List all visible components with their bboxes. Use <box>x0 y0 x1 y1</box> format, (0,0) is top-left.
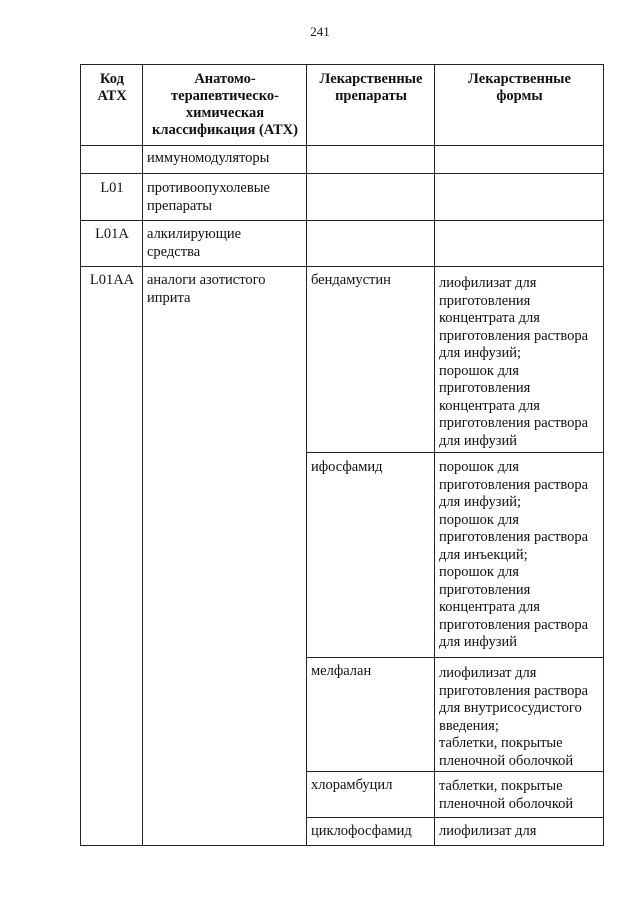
classification-line: алкилирующие <box>147 226 242 242</box>
drug-name: бендамустин <box>311 272 391 288</box>
drug-name: циклофосфамид <box>311 823 412 839</box>
classification-line: иммуномодуляторы <box>147 150 270 166</box>
cell-drug <box>307 221 435 267</box>
cell-drug <box>307 772 435 818</box>
cell-form <box>435 453 604 658</box>
header-line: терапевтическо- <box>171 88 279 104</box>
header-drugs <box>307 65 435 146</box>
table-row <box>81 221 604 267</box>
cell-code <box>81 174 143 221</box>
form-line: для инъекций; <box>439 546 528 563</box>
form-line: порошок для <box>439 459 519 475</box>
form-line: порошок для <box>439 511 519 528</box>
table-row <box>81 146 604 174</box>
form-line: концентрата для <box>439 310 540 326</box>
page-number: 241 <box>310 24 330 39</box>
cell-code <box>81 267 143 846</box>
cell-form <box>435 818 604 846</box>
cell-drug <box>307 174 435 221</box>
drug-name: ифосфамид <box>311 459 383 475</box>
form-line: приготовления раствора <box>439 327 589 344</box>
header-line: классификация (АТХ) <box>152 122 298 138</box>
classification-line: противоопухолевые <box>147 180 270 196</box>
form-line: порошок для <box>439 564 519 580</box>
table-row <box>81 174 604 221</box>
form-line: лиофилизат для <box>439 823 537 839</box>
form-line: приготовления <box>439 292 531 309</box>
form-line: для инфузий <box>439 634 517 650</box>
form-line: лиофилизат для <box>439 275 537 291</box>
cell-drug <box>307 818 435 846</box>
table-row <box>81 267 604 453</box>
header-line: Код <box>100 71 124 87</box>
cell-drug <box>307 658 435 772</box>
form-line: приготовления раствора <box>439 415 589 431</box>
atx-drug-table <box>80 64 604 846</box>
cell-form <box>435 772 604 818</box>
classification-line: препараты <box>147 197 213 214</box>
cell-drug <box>307 267 435 453</box>
cell-form <box>435 146 604 174</box>
form-line: приготовления раствора <box>439 476 589 493</box>
code-text: L01AA <box>89 272 135 288</box>
classification-line: аналоги азотистого <box>147 272 266 288</box>
form-line: пленочной оболочкой <box>439 795 574 812</box>
form-line: приготовления раствора <box>439 682 589 699</box>
cell-drug <box>307 146 435 174</box>
form-line: приготовления раствора <box>439 616 589 633</box>
cell-classification <box>143 267 307 846</box>
form-line: пленочной оболочкой <box>439 752 574 769</box>
form-line: введения; <box>439 717 499 734</box>
cell-form <box>435 221 604 267</box>
form-line: порошок для <box>439 362 519 379</box>
cell-code <box>81 146 143 174</box>
form-line: для инфузий; <box>439 345 521 361</box>
header-classification <box>143 65 307 146</box>
header-line: Анатомо- <box>194 71 256 87</box>
form-line: для внутрисосудистого <box>439 700 582 716</box>
cell-drug <box>307 453 435 658</box>
form-line: приготовления раствора <box>439 529 589 545</box>
table-header-row <box>81 65 604 146</box>
cell-form <box>435 267 604 453</box>
header-code <box>81 65 143 146</box>
form-line: таблетки, покрытые <box>439 778 563 794</box>
form-line: таблетки, покрытые <box>439 735 563 751</box>
header-line: Лекарственные <box>319 71 423 87</box>
classification-line: средства <box>147 243 201 260</box>
form-line: концентрата для <box>439 397 540 414</box>
header-line: Лекарственные <box>468 71 571 87</box>
code-text: L01A <box>95 226 129 242</box>
cell-classification <box>143 174 307 221</box>
header-line: химическая <box>185 105 265 121</box>
header-line: формы <box>496 88 543 104</box>
form-line: приготовления <box>439 380 531 396</box>
cell-form <box>435 174 604 221</box>
form-line: для инфузий <box>439 432 517 449</box>
header-line: АТХ <box>97 88 127 104</box>
cell-code <box>81 221 143 267</box>
form-line: приготовления <box>439 581 531 598</box>
form-line: лиофилизат для <box>439 665 537 681</box>
drug-name: мелфалан <box>311 663 372 679</box>
form-line: для инфузий; <box>439 494 521 510</box>
header-forms <box>435 65 604 146</box>
cell-form <box>435 658 604 772</box>
form-line: концентрата для <box>439 599 540 615</box>
drug-name: хлорамбуцил <box>311 777 393 793</box>
code-text: L01 <box>100 180 124 196</box>
classification-line: иприта <box>147 289 191 306</box>
cell-classification <box>143 221 307 267</box>
header-line: препараты <box>335 88 407 104</box>
cell-classification <box>143 146 307 174</box>
